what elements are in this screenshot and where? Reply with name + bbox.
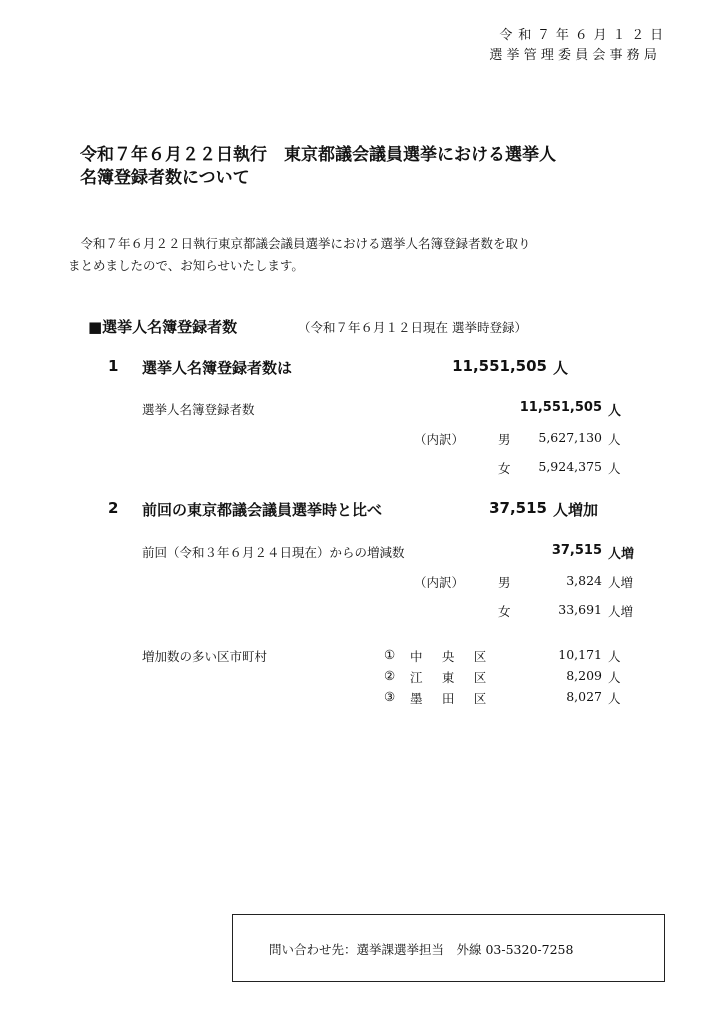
contact-text: 問い合わせ先：選挙課選挙担当 外線 03-5320-7258 (269, 942, 574, 957)
item2-male-value: 3,824 (566, 573, 602, 588)
item2-change-value: 37,515 (551, 543, 602, 558)
item1-total-unit: 人 (608, 404, 622, 419)
increase-unit: 人 (608, 670, 621, 685)
item1-female-unit: 人 (608, 461, 621, 476)
item2-breakdown-label: （内訳） (414, 575, 465, 590)
item1-total-value: 11,551,505 (519, 400, 602, 415)
increase-rank: ③ (384, 689, 396, 704)
increase-unit: 人 (608, 691, 621, 706)
intro-line1: 令和７年６月２２日執行東京都議会議員選挙における選挙人名簿登録者数を取り (68, 236, 531, 251)
section-note: （令和７年６月１２日現在 選挙時登録） (298, 320, 527, 335)
issuer: 選挙管理委員会事務局 (489, 48, 661, 63)
item1-number: 1 (108, 357, 119, 375)
item1-male-value: 5,627,130 (538, 430, 602, 445)
item1-female-label: 女 (498, 461, 511, 476)
page-title-line2: 名簿登録者数について (80, 168, 250, 188)
item1-breakdown-label: （内訳） (414, 432, 465, 447)
item1-total-label: 選挙人名簿登録者数 (142, 402, 255, 417)
issue-date: 令和７年６月１２日 (499, 28, 669, 43)
item2-female-label: 女 (498, 604, 511, 619)
item2-male-label: 男 (498, 575, 511, 590)
section-heading: ■選挙人名簿登録者数 (88, 318, 238, 336)
increase-name: 中央区 (410, 649, 506, 664)
item2-female-value: 33,691 (558, 602, 602, 617)
increase-unit: 人 (608, 649, 621, 664)
item2-number: 2 (108, 499, 119, 517)
increase-name: 墨田区 (410, 691, 506, 706)
item1-male-unit: 人 (608, 432, 621, 447)
item2-unit: 人増加 (553, 501, 599, 519)
item1-value: 11,551,505 (452, 357, 547, 375)
item2-change-unit: 人増 (608, 547, 635, 562)
item1-title: 選挙人名簿登録者数は (142, 359, 293, 377)
page-title-line1: 令和７年６月２２日執行 東京都議会議員選挙における選挙人 (80, 145, 556, 165)
increase-name: 江東区 (410, 670, 506, 685)
item2-change-label: 前回（令和３年６月２４日現在）からの増減数 (142, 545, 405, 560)
increase-value: 8,209 (566, 668, 602, 683)
item2-male-unit: 人増 (608, 575, 634, 590)
item2-value: 37,515 (489, 499, 547, 517)
increase-label: 増加数の多い区市町村 (142, 649, 268, 664)
increase-rank: ① (384, 647, 396, 662)
item2-female-unit: 人増 (608, 604, 634, 619)
increase-rank: ② (384, 668, 396, 683)
item1-female-value: 5,924,375 (538, 459, 602, 474)
item1-male-label: 男 (498, 432, 511, 447)
intro-line2: まとめましたので、お知らせいたします。 (68, 258, 304, 273)
increase-value: 10,171 (558, 647, 602, 662)
item1-unit: 人 (553, 359, 569, 377)
item2-title: 前回の東京都議会議員選挙時と比べ (142, 501, 383, 519)
contact-box (232, 914, 665, 982)
increase-value: 8,027 (566, 689, 602, 704)
